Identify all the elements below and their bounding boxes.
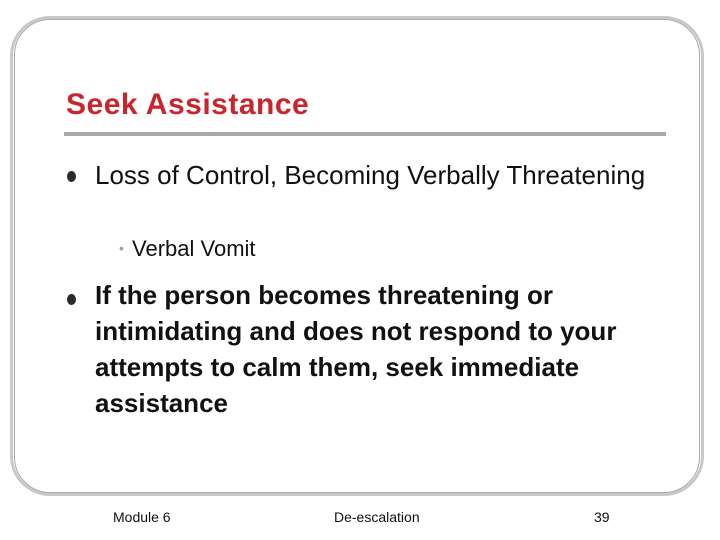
bullet-1-text: Loss of Control, Becoming Verbally Threatening (95, 160, 646, 190)
round-bullet-icon (67, 171, 76, 184)
round-bullet-icon (67, 294, 76, 307)
footer-topic: De-escalation (334, 509, 420, 525)
slide-title: Seek Assistance (66, 88, 310, 121)
bullet-2-text: If the person becomes threatening or intimidating and does not respond to your attempts to calm them, seek immediate assistance (95, 280, 617, 418)
footer-module: Module 6 (113, 509, 171, 525)
footer-page-number: 39 (594, 509, 610, 525)
sub-bullet-1-text: Verbal Vomit (132, 236, 256, 261)
small-dot-icon: • (119, 240, 124, 256)
title-underline (64, 132, 666, 136)
